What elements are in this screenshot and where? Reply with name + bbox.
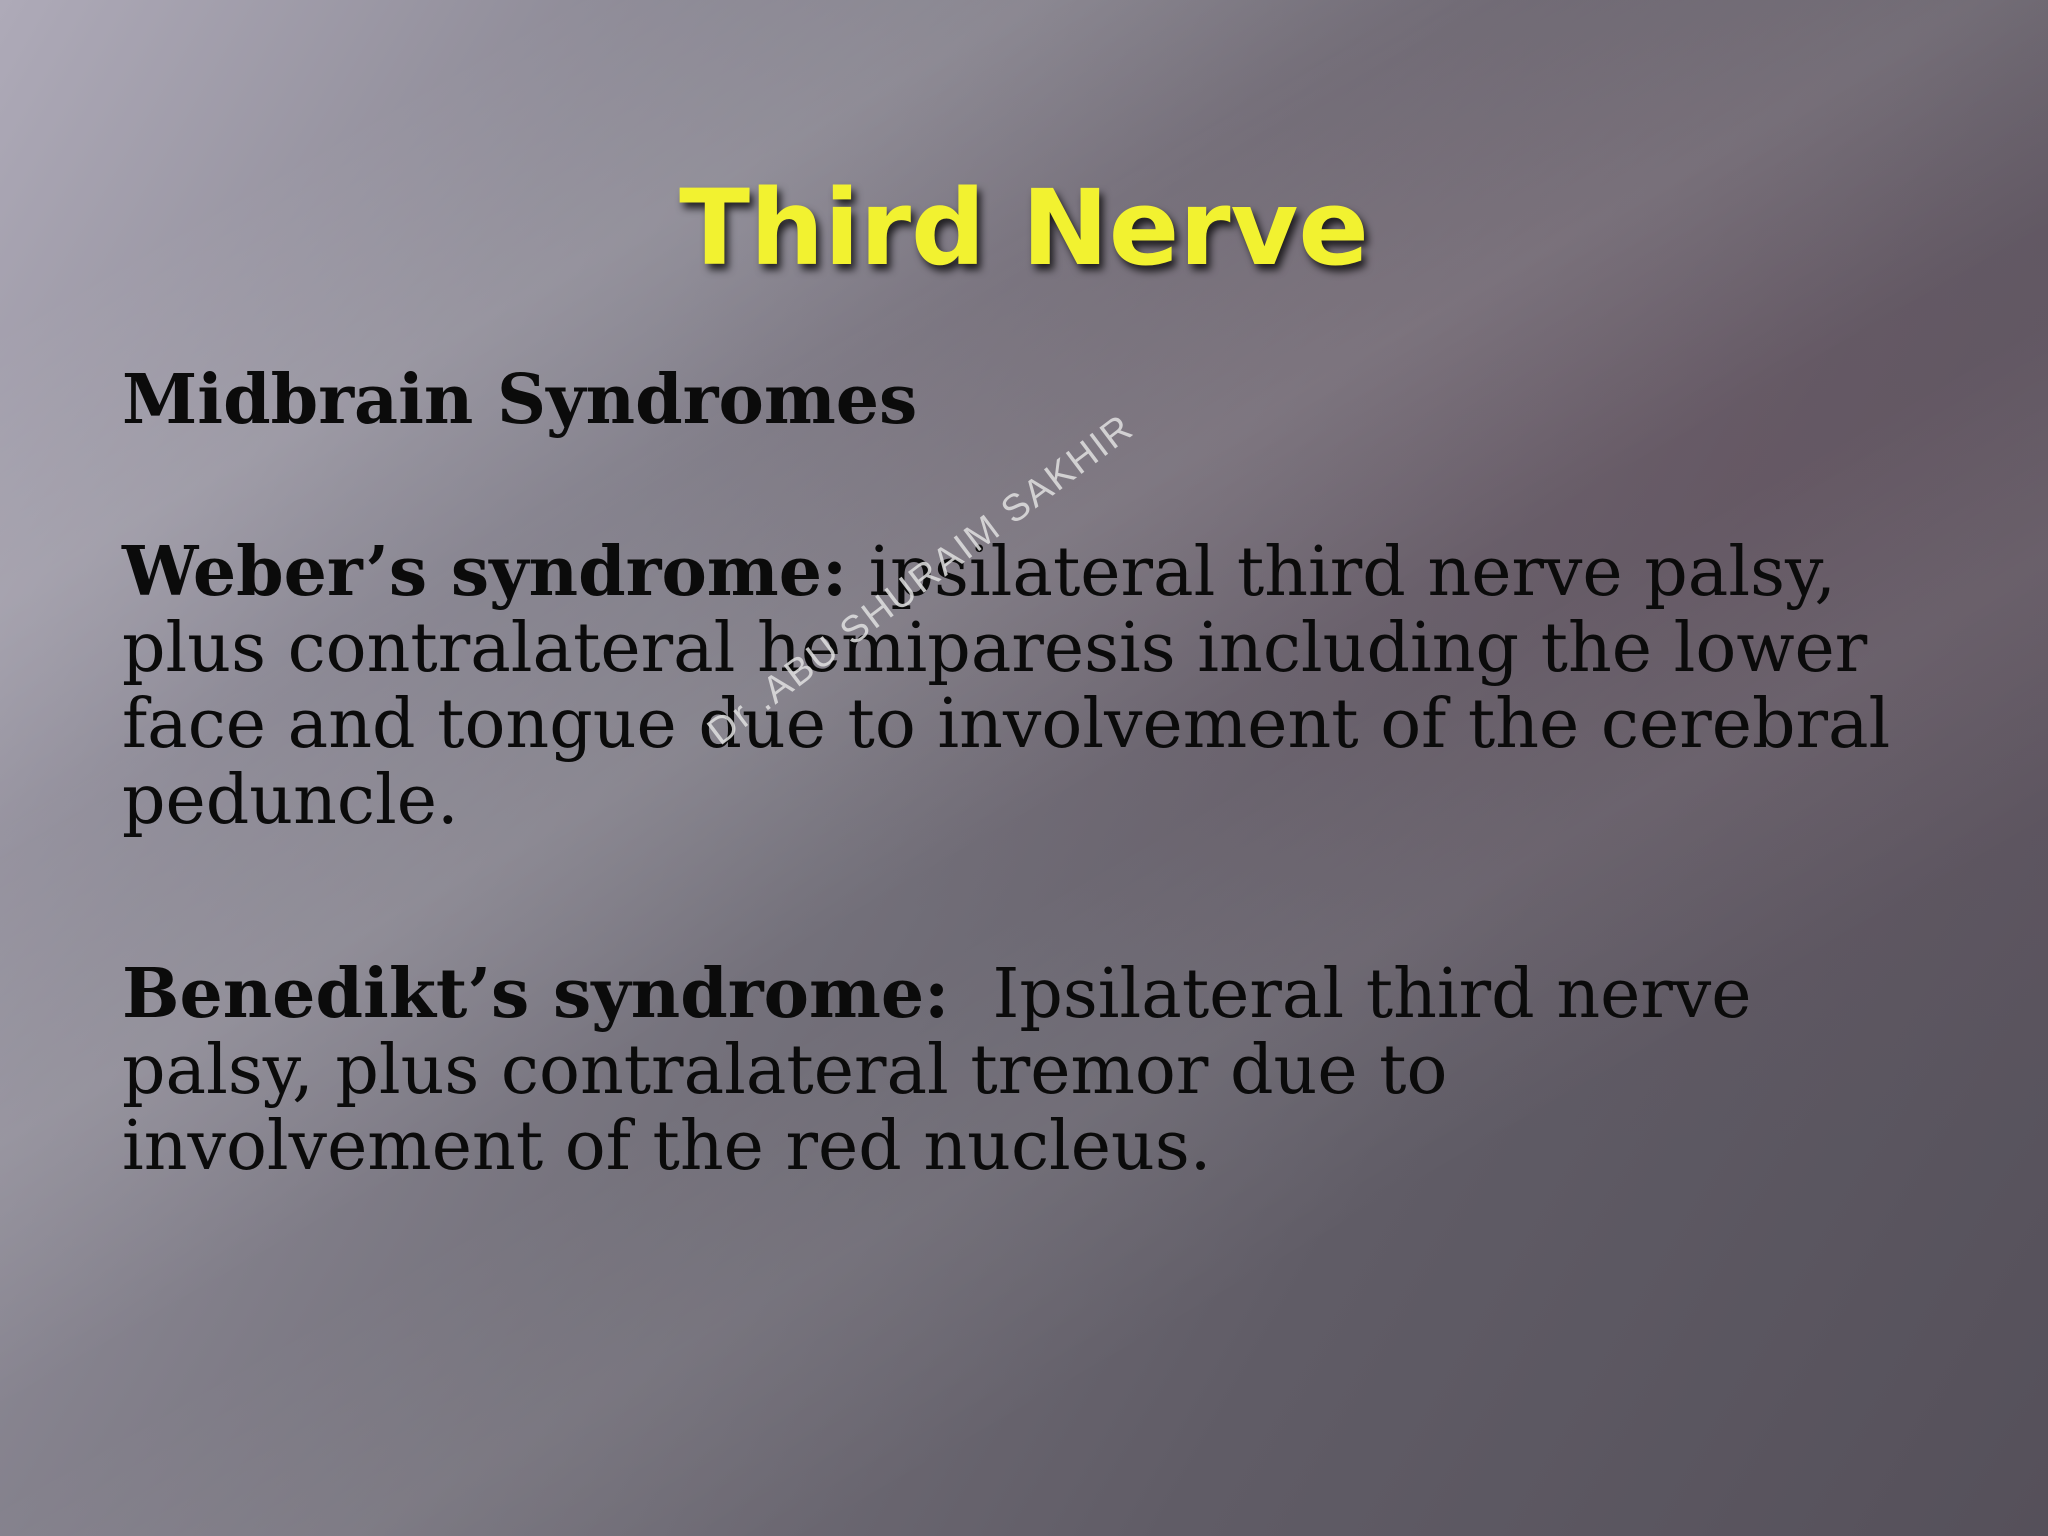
weber-line-1: ipsilateral third nerve palsy, bbox=[847, 533, 1836, 612]
benedikt-line-3: involvement of the red nucleus. bbox=[122, 1107, 1212, 1186]
benedikt-paragraph bbox=[122, 956, 2002, 1185]
watermark: Dr .ABU SHURAIM SAKHIR bbox=[700, 406, 1142, 754]
slide-title: Third Nerve bbox=[679, 167, 1369, 289]
benedikt-term: Benedikt’s syndrome: bbox=[122, 954, 950, 1034]
weber-line-4: peduncle. bbox=[122, 761, 459, 840]
section-heading: Midbrain Syndromes bbox=[122, 360, 918, 440]
weber-line-2: plus contralateral hemiparesis including the lower bbox=[122, 609, 1868, 688]
weber-term: Weber’s syndrome: bbox=[122, 532, 848, 612]
benedikt-line-2: palsy, plus contralateral tremor due to bbox=[122, 1031, 1448, 1110]
benedikt-line-1: Ipsilateral third nerve bbox=[949, 955, 1752, 1034]
weber-paragraph bbox=[122, 534, 2002, 839]
weber-line-3: face and tongue due to involvement of the cerebral bbox=[122, 685, 1891, 764]
